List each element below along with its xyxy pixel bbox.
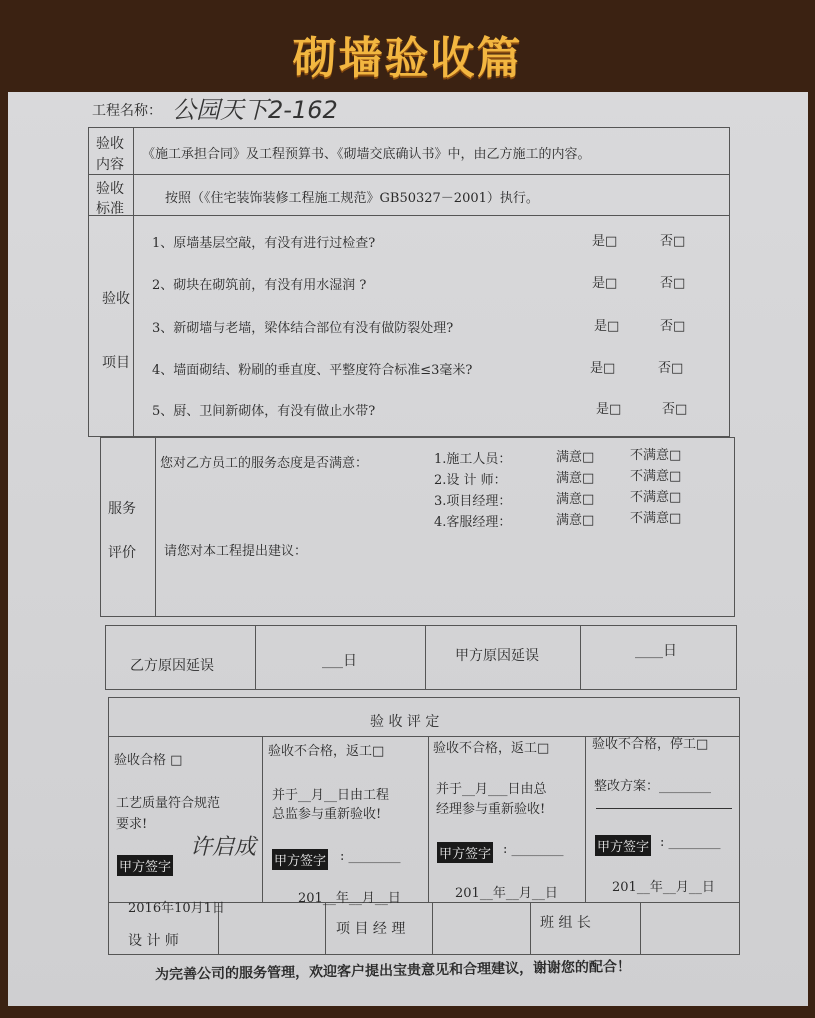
pass-checkbox[interactable]: 验收合格 □	[114, 753, 183, 768]
col2-sign-label: 甲方签字	[272, 849, 328, 870]
no-checkbox[interactable]: 否□	[660, 276, 686, 291]
banner-title: 砌墙验收篇	[292, 33, 523, 84]
divider	[88, 215, 730, 216]
no-checkbox[interactable]: 否□	[660, 319, 686, 334]
rework-checkbox-2[interactable]: 验收不合格，返工□	[433, 741, 550, 756]
project-manager-label: 项 目 经 理	[336, 921, 406, 937]
satisfied-checkbox[interactable]: 满意□	[556, 492, 595, 507]
service-label: 服务	[108, 501, 136, 517]
col2-text: 总监参与重新验收!	[272, 807, 382, 822]
col2-sign-line[interactable]: : ________	[340, 849, 401, 864]
evaluation-title: 验 收 评 定	[370, 714, 440, 730]
unsatisfied-checkbox[interactable]: 不满意□	[630, 490, 682, 505]
divider	[155, 437, 156, 617]
col4-sign-line[interactable]: : ________	[660, 835, 721, 850]
designer-label: 设 计 师	[128, 933, 179, 949]
rework-checkbox-1[interactable]: 验收不合格，返工□	[268, 744, 385, 759]
content-label: 内容	[96, 157, 124, 173]
yes-checkbox[interactable]: 是□	[592, 276, 618, 291]
divider	[428, 736, 429, 902]
unsatisfied-checkbox[interactable]: 不满意□	[630, 469, 682, 484]
divider	[585, 736, 586, 902]
role-label: 1.施工人员：	[434, 452, 512, 467]
service-label: 评价	[108, 545, 136, 561]
inspection-item: 1、原墙基层空敲，有没有进行过检查?	[152, 236, 376, 251]
unsatisfied-checkbox[interactable]: 不满意□	[630, 511, 682, 526]
divider	[425, 625, 426, 690]
content-label: 验收	[96, 136, 124, 152]
col3-sign-label: 甲方签字	[437, 842, 493, 863]
divider	[255, 625, 256, 690]
plan-line	[596, 808, 732, 809]
project-label: 工程名称：	[92, 103, 162, 119]
a-delay-value[interactable]: ____日	[635, 643, 677, 659]
role-label: 3.项目经理：	[434, 494, 512, 509]
standard-text: 按照（《住宅装饰装修工程施工规范》GB50327－2001）执行。	[165, 191, 539, 206]
inspection-item: 2、砌块在砌筑前，有没有用水湿润 ?	[152, 278, 367, 293]
divider	[325, 902, 326, 955]
yes-checkbox[interactable]: 是□	[594, 319, 620, 334]
standard-label: 验收	[96, 181, 124, 197]
unsatisfied-checkbox[interactable]: 不满意□	[630, 448, 682, 463]
rectification-plan[interactable]: 整改方案：________	[594, 779, 712, 794]
col4-date: 201__年__月__日	[612, 880, 715, 895]
col3-text: 经理参与重新验收!	[436, 802, 546, 817]
items-label: 项目	[102, 355, 130, 371]
divider	[640, 902, 641, 955]
no-checkbox[interactable]: 否□	[660, 234, 686, 249]
handwritten-signature: 许启成	[190, 835, 257, 860]
role-label: 4.客服经理：	[434, 515, 512, 530]
col4-sign-label: 甲方签字	[595, 835, 651, 856]
a-delay-label: 甲方原因延误	[455, 648, 539, 664]
divider	[262, 736, 263, 902]
content-text: 《施工承担合同》及工程预算书、《砌墙交底确认书》中，由乙方施工的内容。	[142, 147, 591, 162]
b-delay-value[interactable]: ___日	[322, 653, 357, 669]
yes-checkbox[interactable]: 是□	[592, 234, 618, 249]
col3-text: 并于__月___日由总	[436, 782, 547, 797]
col3-sign-line[interactable]: : ________	[503, 842, 564, 857]
inspection-item: 4、墙面砌结、粉刷的垂直度、平整度符合标准≤3毫米?	[152, 363, 473, 378]
yes-checkbox[interactable]: 是□	[596, 402, 622, 417]
team-leader-label: 班 组 长	[540, 915, 591, 931]
col1-text: 工艺质量符合规范	[116, 796, 221, 811]
divider	[88, 174, 730, 175]
col2-text: 并于__月__日由工程	[272, 788, 390, 803]
col3-date: 201__年__月__日	[455, 886, 558, 901]
items-label: 验收	[102, 291, 130, 307]
col1-text: 要求!	[116, 817, 148, 832]
col2-date: 201__年__月__日	[298, 891, 401, 906]
divider	[580, 625, 581, 690]
service-question: 您对乙方员工的服务态度是否满意：	[160, 456, 369, 471]
satisfied-checkbox[interactable]: 满意□	[556, 450, 595, 465]
footer-note: 为完善公司的服务管理，欢迎客户提出宝贵意见和合理建议，谢谢您的配合！	[154, 958, 632, 984]
no-checkbox[interactable]: 否□	[658, 361, 684, 376]
yes-checkbox[interactable]: 是□	[590, 361, 616, 376]
standard-label: 标准	[96, 201, 124, 217]
col1-sign-label: 甲方签字	[117, 855, 173, 876]
banner	[0, 0, 815, 90]
no-checkbox[interactable]: 否□	[662, 402, 688, 417]
col1-date: 2016年10月1日	[128, 901, 225, 916]
role-label: 2.设 计 师：	[434, 473, 507, 488]
stop-work-checkbox[interactable]: 验收不合格，停工□	[592, 737, 709, 752]
inspection-item: 3、新砌墙与老墙，梁体结合部位有没有做防裂处理?	[152, 321, 454, 336]
suggestion-prompt: 请您对本工程提出建议：	[164, 544, 308, 559]
b-delay-label: 乙方原因延误	[130, 658, 214, 674]
satisfied-checkbox[interactable]: 满意□	[556, 513, 595, 528]
satisfied-checkbox[interactable]: 满意□	[556, 471, 595, 486]
inspection-item: 5、厨、卫间新砌体，有没有做止水带?	[152, 404, 376, 419]
project-value: 公园天下2-162	[172, 96, 338, 124]
divider	[530, 902, 531, 955]
divider	[432, 902, 433, 955]
